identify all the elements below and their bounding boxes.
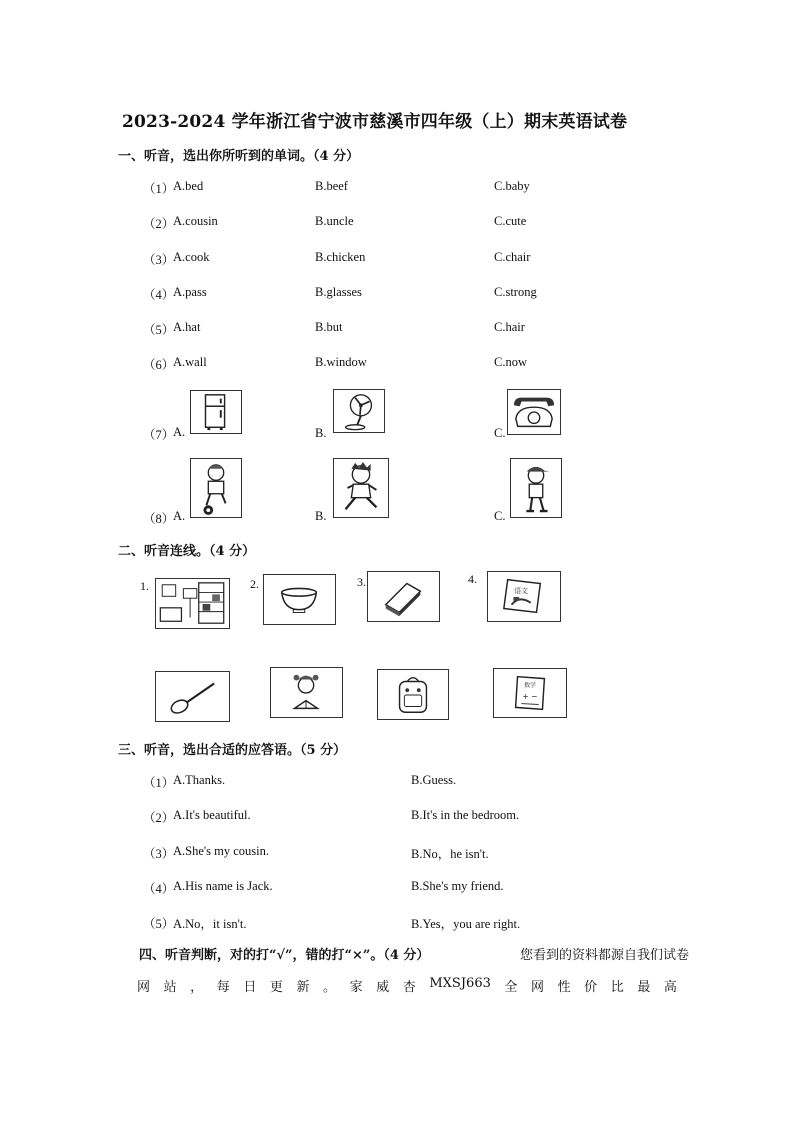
- q7-option-b: B.: [315, 426, 327, 440]
- response-q4-number: （4）: [143, 882, 175, 896]
- line2-char: 杏: [402, 980, 416, 995]
- line2-char: 最: [637, 980, 651, 995]
- line2-char: 价: [584, 980, 598, 995]
- q4-option-c: C.strong: [494, 285, 537, 299]
- q1-option-a: A.bed: [173, 179, 204, 193]
- boy-football-icon: [190, 458, 242, 518]
- boy-cap-icon: [510, 458, 562, 518]
- response-q4-option-a: A.His name is Jack.: [173, 879, 273, 893]
- section4-second-line: [137, 976, 677, 995]
- fan-icon: [333, 389, 385, 433]
- q1-option-b: B.beef: [315, 179, 348, 193]
- living-room-icon: [155, 578, 230, 629]
- spoon-icon: [155, 671, 230, 722]
- q4-option-b: B.glasses: [315, 285, 362, 299]
- q2-option-a: A.cousin: [173, 214, 218, 228]
- line2-char: 家: [349, 980, 363, 995]
- math-book-label: 数学: [524, 683, 536, 690]
- line2-char: 。: [323, 980, 337, 995]
- q4-option-a: A.pass: [173, 285, 207, 299]
- q6-option-c: C.now: [494, 355, 527, 369]
- line2-char: 日: [243, 980, 257, 995]
- line2-char: 网: [137, 980, 151, 995]
- response-q2-number: （2）: [143, 811, 175, 825]
- section1-heading: 一、听音，选出你所听到的单词。（4 分）: [118, 149, 360, 164]
- line2-char: 威: [376, 980, 390, 995]
- q1-option-c: C.baby: [494, 179, 530, 193]
- chinese-book-label: 语文: [514, 587, 528, 596]
- response-q2-option-a: A.It's beautiful.: [173, 808, 251, 822]
- line2-char: 站: [163, 980, 177, 995]
- response-q1-option-a: A.Thanks.: [173, 773, 226, 787]
- line2-char: 更: [269, 980, 283, 995]
- girl-reading-icon: [270, 667, 343, 718]
- eraser-icon: [367, 571, 440, 622]
- q5-number: （5）: [143, 323, 175, 337]
- section3-heading: 三、听音，选出合适的应答语。（5 分）: [118, 743, 347, 758]
- response-q1-number: （1）: [143, 776, 175, 790]
- response-q3-option-b: B.No，he isn't.: [411, 847, 489, 861]
- response-q3-number: （3）: [143, 847, 175, 861]
- line2-char: 全: [504, 980, 518, 995]
- page-title: 2023-2024 学年浙江省宁波市慈溪市四年级（上）期末英语试卷: [122, 112, 628, 132]
- response-q5-option-a: A.No，it isn't.: [173, 917, 247, 931]
- fridge-icon: [190, 390, 242, 434]
- q7-option-c: C.: [494, 426, 506, 440]
- q6-option-a: A.wall: [173, 355, 207, 369]
- line2-char: 网: [531, 980, 545, 995]
- q2-option-c: C.cute: [494, 214, 527, 228]
- q4-number: （4）: [143, 288, 175, 302]
- bowl-icon: [263, 574, 336, 625]
- schoolbag-icon: [377, 669, 449, 720]
- q3-option-a: A.cook: [173, 250, 210, 264]
- response-q5-option-b: B.Yes，you are right.: [411, 917, 521, 931]
- line2-char: 性: [557, 980, 571, 995]
- q3-option-b: B.chicken: [315, 250, 366, 264]
- q2-option-b: B.uncle: [315, 214, 354, 228]
- svg-text:+ −: + −: [522, 691, 538, 701]
- math-book-icon: [493, 668, 567, 718]
- telephone-icon: [507, 389, 561, 435]
- q5-option-c: C.hair: [494, 320, 525, 334]
- line2-char: 高: [663, 980, 677, 995]
- response-q3-option-a: A.She's my cousin.: [173, 844, 270, 858]
- response-q2-option-b: B.It's in the bedroom.: [411, 808, 520, 822]
- q3-number: （3）: [143, 253, 175, 267]
- section4-tail-text: 您看到的资料都源自我们试卷: [520, 948, 690, 963]
- line2-char: 每: [216, 980, 230, 995]
- match-number-3: 3.: [357, 575, 366, 589]
- q8-number: （8）: [143, 512, 175, 526]
- section2-heading: 二、听音连线。（4 分）: [118, 544, 256, 559]
- q6-option-b: B.window: [315, 355, 367, 369]
- match-number-2: 2.: [250, 577, 259, 591]
- q5-option-b: B.but: [315, 320, 343, 334]
- match-number-1: 1.: [140, 579, 149, 593]
- section4-heading: 四、听音判断，对的打“√”，错的打“×”。（4 分）: [139, 948, 430, 963]
- q8-option-b: B.: [315, 509, 327, 523]
- match-number-4: 4.: [468, 572, 477, 586]
- response-q5-number: （5）: [143, 917, 175, 931]
- line2-char: 新: [296, 980, 310, 995]
- response-q1-option-b: B.Guess.: [411, 773, 457, 787]
- q8-option-c: C.: [494, 509, 506, 523]
- q8-option-a: A.: [173, 509, 186, 523]
- q7-number: （7）: [143, 428, 175, 442]
- q1-number: （1）: [143, 182, 175, 196]
- boy-running-icon: [333, 458, 389, 518]
- q5-option-a: A.hat: [173, 320, 201, 334]
- line2-char: ，: [190, 980, 204, 995]
- q2-number: （2）: [143, 217, 175, 231]
- q7-option-a: A.: [173, 425, 186, 439]
- q6-number: （6）: [143, 358, 175, 372]
- line2-char: MXSJ663: [429, 976, 491, 991]
- line2-char: 比: [610, 980, 624, 995]
- response-q4-option-b: B.She's my friend.: [411, 879, 504, 893]
- chinese-book-icon: [487, 571, 561, 622]
- q3-option-c: C.chair: [494, 250, 531, 264]
